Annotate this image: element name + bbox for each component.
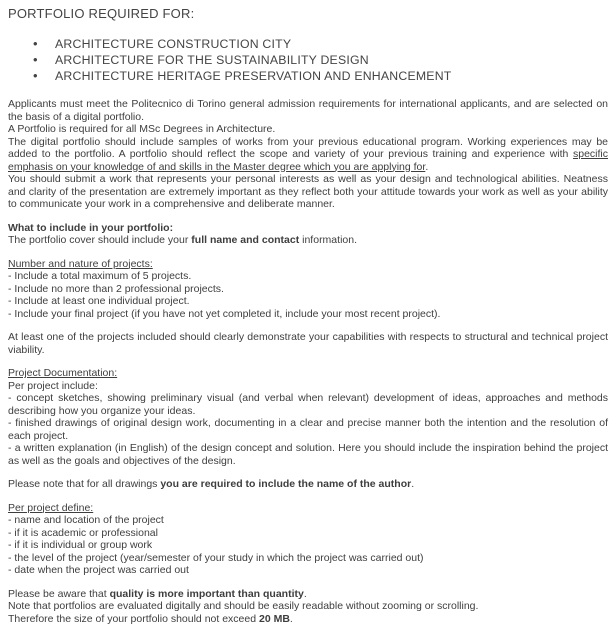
documentation-item: - finished drawings of original design work, documenting in a clear and precise manner both the intention and the resolution of each project.	[8, 417, 608, 442]
paragraph-line: Note that portfolios are evaluated digitally and should be easily readable without zooming or scrolling.	[8, 600, 479, 612]
documentation-item: - concept sketches, showing preliminary visual (and verbal when relevant) development of ideas, approaches and methods describing how you organize your ideas.	[8, 392, 608, 417]
define-item: - if it is academic or professional	[8, 526, 158, 539]
bold-text: quality is more important than quantity	[109, 587, 304, 600]
number-nature-section	[8, 258, 608, 321]
requirement-item: - Include at least one individual project.	[8, 295, 190, 307]
program-name: ARCHITECTURE CONSTRUCTION CITY	[55, 37, 292, 51]
documentation-item: - a written explanation (in English) of the design concept and solution. Here you should include the inspiration behind the project as well as the goals and objectives of the design.	[8, 442, 608, 467]
document-body	[8, 98, 608, 625]
page-title: PORTFOLIO REQUIRED FOR:	[8, 6, 195, 21]
requirement-item: - Include a total maximum of 5 projects.	[8, 270, 192, 282]
list-item	[33, 52, 608, 68]
paragraph-line	[8, 234, 608, 247]
text-segment: .	[303, 587, 307, 600]
intro-paragraph	[8, 98, 608, 211]
paragraph-line: A Portfolio is required for all MSc Degrees in Architecture.	[8, 123, 276, 135]
requirement-item: - Include your final project (if you have not yet completed it, include your most recent project).	[8, 307, 441, 320]
bold-text: full name and contact	[191, 234, 300, 246]
program-name: ARCHITECTURE FOR THE SUSTAINABILITY DESIGN	[55, 53, 369, 67]
list-item	[33, 36, 608, 52]
program-name: ARCHITECTURE HERITAGE PRESERVATION AND ENHANCEMENT	[55, 69, 452, 83]
list-item	[33, 68, 608, 84]
define-section	[8, 502, 608, 577]
paragraph-line	[8, 613, 608, 626]
section-heading: Per project define:	[8, 501, 94, 514]
paragraph-line: You should submit a work that represents your personal interests as well as your design and technological abilities. Neatness and clarity of the presentation are extremely important as they reflect both your attitude towards your work as well as your ability to communicate your work in a comprehensive and deliberate manner.	[8, 173, 608, 210]
paragraph-line	[8, 588, 608, 601]
text-segment: .	[411, 478, 415, 490]
requirement-item: - Include no more than 2 professional projects.	[8, 282, 224, 295]
section-heading: What to include in your portfolio:	[8, 221, 174, 234]
paragraph-line: Applicants must meet the Politecnico di Torino general admission requirements for international applicants, and are selected on the basis of a digital portfolio.	[8, 98, 608, 123]
define-item: - if it is individual or group work	[8, 539, 153, 551]
define-item: - name and location of the project	[8, 514, 164, 526]
define-item: - date when the project was carried out	[8, 564, 189, 576]
text-segment: Therefore the size of your portfolio should not exceed	[8, 612, 259, 625]
viability-note: At least one of the projects included should clearly demonstrate your capabilities with respects to structural and technical project viability.	[8, 331, 608, 356]
text-segment: The digital portfolio should include samples of works from your previous educational program. Working experiences may be added to the portfolio. A portfolio should reflect the scope and variety of your previous training and experience with	[8, 135, 608, 160]
text-segment: information.	[299, 234, 357, 246]
program-list	[8, 36, 608, 84]
section-heading: Number and nature of projects:	[8, 257, 153, 270]
author-note	[8, 478, 608, 491]
documentation-section	[8, 367, 608, 467]
paragraph-line: Per project include:	[8, 379, 98, 392]
what-to-include-section	[8, 222, 608, 247]
text-segment: Please be aware that	[8, 587, 110, 600]
underlined-text: specific emphasis on your knowledge of and skills in the Master degree which you are applying for	[8, 148, 608, 173]
bold-text: you are required to include the name of the author	[160, 478, 412, 490]
define-item: - the level of the project (year/semester of your study in which the project was carried out)	[8, 551, 424, 564]
paragraph-line	[8, 136, 608, 174]
text-segment: .	[425, 160, 429, 173]
section-heading: Project Documentation:	[8, 367, 118, 379]
text-segment: Please note that for all drawings	[8, 478, 161, 490]
bold-text: 20 MB	[258, 612, 290, 625]
text-segment: The portfolio cover should include your	[8, 234, 192, 246]
closing-section	[8, 588, 608, 626]
text-segment: .	[289, 612, 293, 625]
